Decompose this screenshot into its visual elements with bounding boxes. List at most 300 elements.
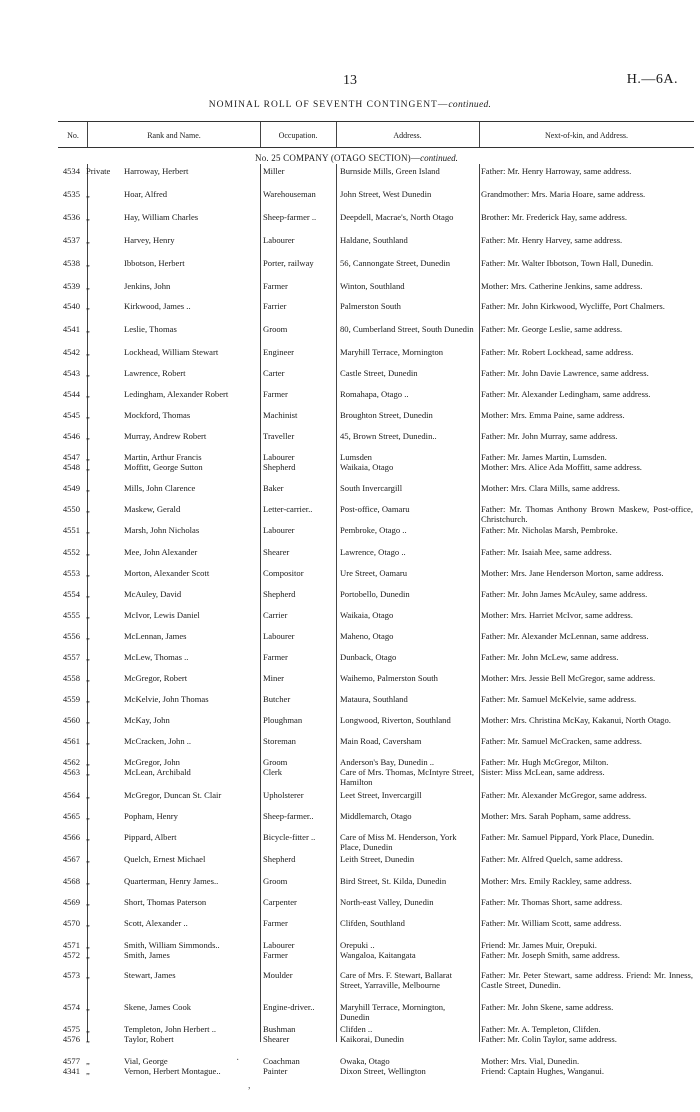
table-row <box>0 790 700 811</box>
rank: „ <box>86 1034 90 1044</box>
table-row <box>0 525 700 547</box>
next-of-kin: Father: Mr. John James McAuley, same address. <box>481 589 648 599</box>
next-of-kin: Father: Mr. Thomas Short, same address. <box>481 897 623 907</box>
next-of-kin: Friend: Mr. James Muir, Orepuki. <box>481 940 597 950</box>
occupation: Traveller <box>263 431 295 441</box>
address: 56, Cannongate Street, Dunedin <box>340 258 451 268</box>
next-of-kin: Father: Mr. Henry Harroway, same address. <box>481 166 632 176</box>
soldier-name: Pippard, Albert <box>124 832 177 842</box>
address: Main Road, Caversham <box>340 736 422 746</box>
title-text: NOMINAL ROLL OF SEVENTH CONTINGENT— <box>208 100 449 110</box>
section-heading <box>255 153 458 163</box>
row-number: 4550 <box>62 504 80 514</box>
table-row <box>0 631 700 652</box>
row-number: 4571 <box>62 940 80 950</box>
rank: „ <box>86 832 90 842</box>
column-rule <box>336 122 337 147</box>
occupation: Carrier <box>263 610 288 620</box>
column-header-address: Address. <box>393 130 422 140</box>
occupation: Shepherd <box>263 854 296 864</box>
row-number: 4559 <box>62 694 80 704</box>
next-of-kin: Father: Mr. Thomas Anthony Brown Maskew, Post-office, Christchurch. <box>481 504 693 524</box>
address: Orepuki .. <box>340 940 375 950</box>
rank: „ <box>86 431 90 441</box>
occupation: Machinist <box>263 410 298 420</box>
soldier-name: Hay, William Charles <box>124 212 199 222</box>
address: Anderson's Bay, Dunedin .. <box>340 757 435 767</box>
table-row <box>0 1024 700 1034</box>
rank: „ <box>86 854 90 864</box>
address: 45, Brown Street, Dunedin.. <box>340 431 437 441</box>
table-row <box>0 918 700 940</box>
address: Dixon Street, Wellington <box>340 1066 426 1076</box>
next-of-kin: Father: Mr. Robert Lockhead, same address. <box>481 347 634 357</box>
row-number: 4534 <box>62 166 80 176</box>
rank: „ <box>86 757 90 767</box>
occupation: Shepherd <box>263 462 296 472</box>
address: Wangaloa, Kaitangata <box>340 950 416 960</box>
soldier-name: Hoar, Alfred <box>124 189 168 199</box>
table-row <box>0 547 700 568</box>
header-bottom-rule <box>58 147 694 148</box>
rank: „ <box>86 673 90 683</box>
next-of-kin: Father: Mr. A. Templeton, Clifden. <box>481 1024 601 1034</box>
rank: „ <box>86 389 90 399</box>
soldier-name: Ibbotson, Herbert <box>124 258 185 268</box>
soldier-name: McLennan, James <box>124 631 187 641</box>
address: Haldane, Southland <box>340 235 408 245</box>
row-number: 4548 <box>62 462 80 472</box>
row-number: 4542 <box>62 347 80 357</box>
rank: „ <box>86 631 90 641</box>
document-title <box>0 100 700 110</box>
rank: „ <box>86 736 90 746</box>
rank: „ <box>86 790 90 800</box>
address: Lawrence, Otago .. <box>340 547 406 557</box>
margin-mark: , <box>248 1080 251 1091</box>
address: Maryhill Terrace, Mornington, Dunedin <box>340 1002 446 1022</box>
occupation: Carpenter <box>263 897 297 907</box>
next-of-kin: Father: Mr. William Scott, same address. <box>481 918 622 928</box>
address: Broughton Street, Dunedin <box>340 410 433 420</box>
row-number: 4555 <box>62 610 80 620</box>
rank: „ <box>86 483 90 493</box>
rank: „ <box>86 462 90 472</box>
rank: „ <box>86 410 90 420</box>
next-of-kin: Mother: Mrs. Emma Paine, same address. <box>481 410 625 420</box>
address: Waikaia, Otago <box>340 610 394 620</box>
address: Bird Street, St. Kilda, Dunedin <box>340 876 447 886</box>
page-number: 13 <box>343 73 357 88</box>
next-of-kin: Mother: Mrs. Sarah Popham, same address. <box>481 811 631 821</box>
rank: „ <box>86 918 90 928</box>
row-number: 4538 <box>62 258 80 268</box>
next-of-kin: Mother: Mrs. Jessie Bell McGregor, same address. <box>481 673 656 683</box>
soldier-name: Jenkins, John <box>124 281 171 291</box>
next-of-kin: Mother: Mrs. Jane Henderson Morton, same address. <box>481 568 664 578</box>
soldier-name: Kirkwood, James .. <box>124 301 191 311</box>
soldier-name: Morton, Alexander Scott <box>124 568 210 578</box>
soldier-name: McGregor, Duncan St. Clair <box>124 790 222 800</box>
occupation: Letter-carrier.. <box>263 504 313 514</box>
table-row <box>0 940 700 950</box>
rank: „ <box>86 610 90 620</box>
row-number: 4569 <box>62 897 80 907</box>
row-number: 4567 <box>62 854 80 864</box>
soldier-name: Ledingham, Alexander Robert <box>124 389 229 399</box>
rank: „ <box>86 368 90 378</box>
row-number: 4564 <box>62 790 80 800</box>
row-number: 4544 <box>62 389 80 399</box>
address: South Invercargill <box>340 483 403 493</box>
next-of-kin: Father: Mr. Walter Ibbotson, Town Hall, Dunedin. <box>481 258 654 268</box>
next-of-kin: Mother: Mrs. Harriet McIvor, same address. <box>481 610 633 620</box>
soldier-name: Murray, Andrew Robert <box>124 431 207 441</box>
table-row <box>0 462 700 483</box>
next-of-kin: Father: Mr. John McLew, same address. <box>481 652 619 662</box>
soldier-name: Skene, James Cook <box>124 1002 192 1012</box>
soldier-name: McCracken, John .. <box>124 736 192 746</box>
next-of-kin: Father: Mr. Samuel McCracken, same address. <box>481 736 642 746</box>
rank: „ <box>86 767 90 777</box>
occupation: Sheep-farmer .. <box>263 212 317 222</box>
address: 80, Cumberland Street, South Dunedin <box>340 324 474 334</box>
occupation: Shearer <box>263 1034 290 1044</box>
rank: „ <box>86 897 90 907</box>
next-of-kin: Father: Mr. Isaiah Mee, same address. <box>481 547 612 557</box>
table-row <box>0 324 700 347</box>
document-reference: H.—6A. <box>626 72 678 87</box>
soldier-name: Mockford, Thomas <box>124 410 191 420</box>
table-row <box>0 1066 700 1078</box>
row-number: 4558 <box>62 673 80 683</box>
address: Burnside Mills, Green Island <box>340 166 440 176</box>
address: John Street, West Dunedin <box>340 189 432 199</box>
next-of-kin: Friend: Captain Hughes, Wanganui. <box>481 1066 605 1076</box>
row-number: 4572 <box>62 950 80 960</box>
soldier-name: Marsh, John Nicholas <box>124 525 200 535</box>
occupation: Farmer <box>263 389 288 399</box>
occupation: Storeman <box>263 736 296 746</box>
table-row <box>0 1002 700 1024</box>
soldier-name: McLean, Archibald <box>124 767 191 777</box>
address: Lumsden <box>340 452 372 462</box>
table-row <box>0 736 700 757</box>
address: Owaka, Otago <box>340 1056 390 1066</box>
rank: „ <box>86 950 90 960</box>
table-row <box>0 347 700 368</box>
address: Deepdell, Macrae's, North Otago <box>340 212 454 222</box>
soldier-name: McAuley, David <box>124 589 182 599</box>
address: Middlemarch, Otago <box>340 811 412 821</box>
next-of-kin: Father: Mr. Alexander Ledingham, same address. <box>481 389 651 399</box>
rank: „ <box>86 694 90 704</box>
table-row <box>0 715 700 736</box>
occupation: Labourer <box>263 525 295 535</box>
address: North-east Valley, Dunedin <box>340 897 434 907</box>
occupation: Upholsterer <box>263 790 304 800</box>
header-top-rule <box>58 121 694 122</box>
address: Leith Street, Dunedin <box>340 854 415 864</box>
next-of-kin: Father: Mr. John Murray, same address. <box>481 431 618 441</box>
row-number: 4576 <box>62 1034 80 1044</box>
table-row <box>0 950 700 970</box>
soldier-name: McKay, John <box>124 715 170 725</box>
occupation: Shearer <box>263 547 290 557</box>
soldier-name: Harvey, Henry <box>124 235 175 245</box>
row-number: 4561 <box>62 736 80 746</box>
soldier-name: McKelvie, John Thomas <box>124 694 209 704</box>
row-number: 4562 <box>62 757 80 767</box>
table-row <box>0 368 700 389</box>
next-of-kin: Father: Mr. Samuel McKelvie, same address. <box>481 694 637 704</box>
soldier-name: Mills, John Clarence <box>124 483 196 493</box>
address: Maheno, Otago <box>340 631 394 641</box>
row-number: 4535 <box>62 189 80 199</box>
occupation: Baker <box>263 483 284 493</box>
row-number: 4568 <box>62 876 80 886</box>
soldier-name: Mee, John Alexander <box>124 547 198 557</box>
column-header-no: No. <box>67 130 79 140</box>
table-row <box>0 854 700 876</box>
address: Clifden, Southland <box>340 918 405 928</box>
table-row <box>0 897 700 918</box>
rank: „ <box>86 1002 90 1012</box>
occupation: Labourer <box>263 452 295 462</box>
table-row <box>0 767 700 790</box>
rank: „ <box>86 347 90 357</box>
row-number: 4536 <box>62 212 80 222</box>
occupation: Farrier <box>263 301 287 311</box>
table-row <box>0 166 700 189</box>
occupation: Farmer <box>263 652 288 662</box>
occupation: Coachman <box>263 1056 300 1066</box>
address: Waihemo, Palmerston South <box>340 673 438 683</box>
table-row <box>0 504 700 525</box>
occupation: Ploughman <box>263 715 303 725</box>
row-number: 4540 <box>62 301 80 311</box>
address: Clifden .. <box>340 1024 373 1034</box>
table-row <box>0 1056 700 1066</box>
next-of-kin: Father: Mr. Alfred Quelch, same address. <box>481 854 623 864</box>
rank: „ <box>86 589 90 599</box>
row-number: 4577 <box>62 1056 80 1066</box>
roll-table <box>0 166 700 1078</box>
table-row <box>0 876 700 897</box>
table-row <box>0 389 700 410</box>
table-row <box>0 235 700 258</box>
occupation: Moulder <box>263 970 293 980</box>
rank: „ <box>86 876 90 886</box>
soldier-name: Popham, Henry <box>124 811 178 821</box>
next-of-kin: Father: Mr. Alexander McLennan, same address. <box>481 631 649 641</box>
soldier-name: Harroway, Herbert <box>124 166 189 176</box>
rank: „ <box>86 258 90 268</box>
table-row <box>0 811 700 832</box>
soldier-name: McGregor, Robert <box>124 673 188 683</box>
next-of-kin: Grandmother: Mrs. Maria Hoare, same address. <box>481 189 646 199</box>
occupation: Warehouseman <box>263 189 316 199</box>
soldier-name: Martin, Arthur Francis <box>124 452 202 462</box>
occupation: Clerk <box>263 767 283 777</box>
row-number: 4565 <box>62 811 80 821</box>
soldier-name: McGregor, John <box>124 757 180 767</box>
table-row <box>0 673 700 694</box>
soldier-name: Quelch, Ernest Michael <box>124 854 206 864</box>
soldier-name: Lockhead, William Stewart <box>124 347 219 357</box>
table-row <box>0 832 700 854</box>
table-row <box>0 757 700 767</box>
soldier-name: Templeton, John Herbert .. <box>124 1024 216 1034</box>
next-of-kin: Mother: Mrs. Alice Ada Moffitt, same address. <box>481 462 642 472</box>
occupation: Bicycle-fitter .. <box>263 832 316 842</box>
rank: „ <box>86 1024 90 1034</box>
row-number: 4537 <box>62 235 80 245</box>
table-row <box>0 1034 700 1056</box>
next-of-kin: Mother: Mrs. Catherine Jenkins, same address. <box>481 281 643 291</box>
rank: „ <box>86 525 90 535</box>
address: Pembroke, Otago .. <box>340 525 407 535</box>
soldier-name: Short, Thomas Paterson <box>124 897 207 907</box>
next-of-kin: Mother: Mrs. Emily Rackley, same address. <box>481 876 632 886</box>
table-row <box>0 652 700 673</box>
soldier-name: Smith, James <box>124 950 170 960</box>
next-of-kin: Father: Mr. John Skene, same address. <box>481 1002 614 1012</box>
row-number: 4553 <box>62 568 80 578</box>
occupation: Farmer <box>263 281 288 291</box>
address: Ure Street, Oamaru <box>340 568 408 578</box>
row-number: 4560 <box>62 715 80 725</box>
row-number: 4566 <box>62 832 80 842</box>
occupation: Engine-driver.. <box>263 1002 315 1012</box>
address: Care of Mrs. Thomas, McIntyre Street, Hamilton <box>340 767 474 787</box>
rank: „ <box>86 652 90 662</box>
occupation: Farmer <box>263 950 288 960</box>
address: Portobello, Dunedin <box>340 589 410 599</box>
table-row <box>0 431 700 452</box>
row-number: 4575 <box>62 1024 80 1034</box>
next-of-kin: Father: Mr. Alexander McGregor, same address. <box>481 790 647 800</box>
column-header-occupation: Occupation. <box>278 130 318 140</box>
rank: Private <box>86 166 111 176</box>
occupation: Engineer <box>263 347 295 357</box>
table-row <box>0 970 700 1002</box>
table-row <box>0 452 700 462</box>
title-suffix: continued. <box>448 100 492 110</box>
row-number: 4552 <box>62 547 80 557</box>
next-of-kin: Brother: Mr. Frederick Hay, same address. <box>481 212 627 222</box>
occupation: Miner <box>263 673 285 683</box>
rank: „ <box>86 324 90 334</box>
table-row <box>0 589 700 610</box>
occupation: Butcher <box>263 694 291 704</box>
table-row <box>0 301 700 324</box>
next-of-kin: Father: Mr. Colin Taylor, same address. <box>481 1034 617 1044</box>
soldier-name: Stewart, James <box>124 970 176 980</box>
occupation: Shepherd <box>263 589 296 599</box>
soldier-name: Taylor, Robert <box>124 1034 174 1044</box>
address: Palmerston South <box>340 301 401 311</box>
rank: „ <box>86 235 90 245</box>
next-of-kin: Father: Mr. Peter Stewart, same address. Friend: Mr. Inness, Castle Street, Dunedin. <box>481 970 693 990</box>
next-of-kin: Father: Mr. Samuel Pippard, York Place, Dunedin. <box>481 832 655 842</box>
address: Winton, Southland <box>340 281 405 291</box>
rank: „ <box>86 547 90 557</box>
rank: „ <box>86 811 90 821</box>
column-rule <box>87 122 88 147</box>
row-number: 4551 <box>62 525 80 535</box>
table-row <box>0 212 700 235</box>
row-number: 4570 <box>62 918 80 928</box>
soldier-name: McLew, Thomas .. <box>124 652 189 662</box>
row-number: 4545 <box>62 410 80 420</box>
rank: „ <box>86 504 90 514</box>
row-number: 4573 <box>62 970 80 980</box>
address: Post-office, Oamaru <box>340 504 410 514</box>
next-of-kin: Father: Mr. John Davie Lawrence, same address. <box>481 368 649 378</box>
rank: „ <box>86 970 90 980</box>
row-number: 4541 <box>62 324 80 334</box>
occupation: Compositor <box>263 568 304 578</box>
occupation: Painter <box>263 1066 288 1076</box>
next-of-kin: Father: Mr. Hugh McGregor, Milton. <box>481 757 609 767</box>
row-number: 4556 <box>62 631 80 641</box>
table-row <box>0 483 700 504</box>
occupation: Porter, railway <box>263 258 314 268</box>
soldier-name: Moffitt, George Sutton <box>124 462 203 472</box>
soldier-name: Quarterman, Henry James.. <box>124 876 219 886</box>
rank: „ <box>86 1056 90 1066</box>
next-of-kin: Father: Mr. James Martin, Lumsden. <box>481 452 607 462</box>
address: Romahapa, Otago .. <box>340 389 409 399</box>
address: Castle Street, Dunedin <box>340 368 418 378</box>
table-row <box>0 281 700 301</box>
row-number: 4554 <box>62 589 80 599</box>
occupation: Groom <box>263 324 288 334</box>
margin-mark: · <box>236 1055 240 1066</box>
soldier-name: McIvor, Lewis Daniel <box>124 610 200 620</box>
rank: „ <box>86 212 90 222</box>
row-number: 4341 <box>62 1066 80 1076</box>
section-title: No. 25 COMPANY (OTAGO SECTION)— <box>255 153 421 163</box>
rank: „ <box>86 940 90 950</box>
next-of-kin: Father: Mr. John Kirkwood, Wycliffe, Port Chalmers. <box>481 301 665 311</box>
rank: „ <box>86 452 90 462</box>
rank: „ <box>86 715 90 725</box>
table-row <box>0 568 700 589</box>
rank: „ <box>86 189 90 199</box>
table-row <box>0 410 700 431</box>
address: Mataura, Southland <box>340 694 408 704</box>
address: Kaikorai, Dunedin <box>340 1034 404 1044</box>
next-of-kin: Mother: Mrs. Christina McKay, Kakanui, North Otago. <box>481 715 671 725</box>
rank: „ <box>86 301 90 311</box>
table-row <box>0 258 700 281</box>
soldier-name: Scott, Alexander .. <box>124 918 188 928</box>
column-header-kin: Next-of-kin, and Address. <box>544 130 629 140</box>
occupation: Farmer <box>263 918 288 928</box>
next-of-kin: Father: Mr. Nicholas Marsh, Pembroke. <box>481 525 618 535</box>
next-of-kin: Father: Mr. George Leslie, same address. <box>481 324 623 334</box>
soldier-name: Smith, William Simmonds.. <box>124 940 220 950</box>
column-rule <box>479 122 480 147</box>
occupation: Groom <box>263 876 288 886</box>
address: Dunback, Otago <box>340 652 397 662</box>
address: Maryhill Terrace, Mornington <box>340 347 444 357</box>
rank: „ <box>86 281 90 291</box>
address: Care of Mrs. F. Stewart, Ballarat Street, Yarraville, Melbourne <box>340 970 452 990</box>
column-rule <box>260 122 261 147</box>
